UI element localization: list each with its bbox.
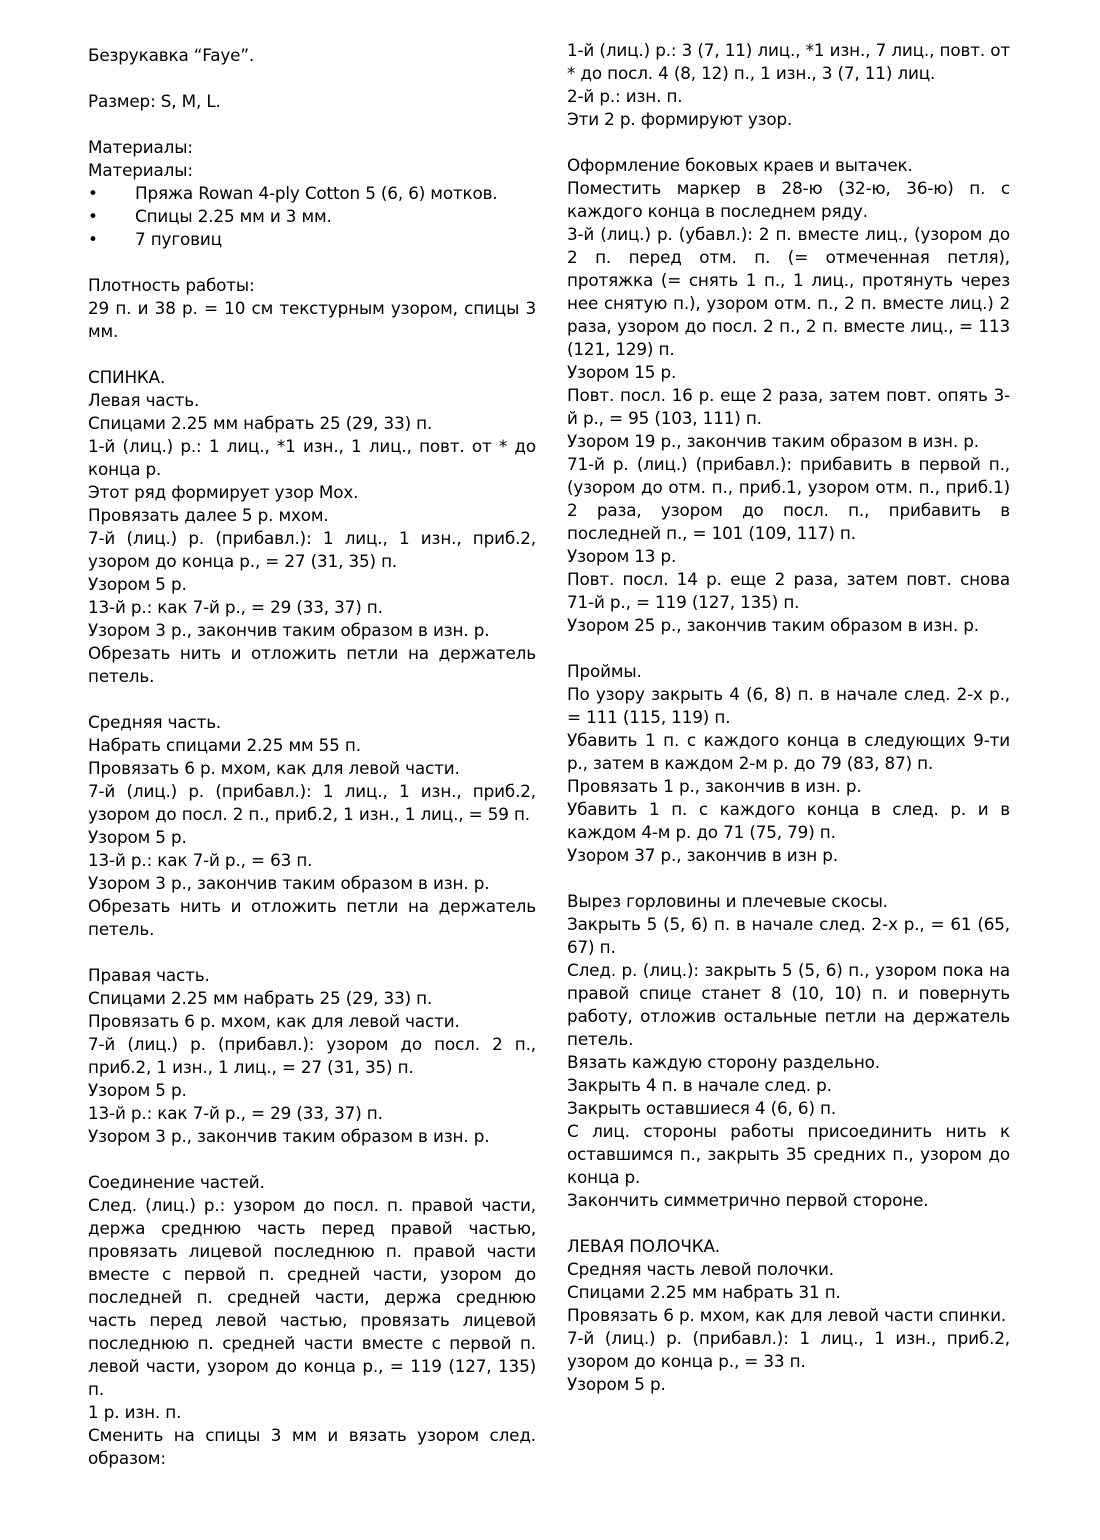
text-line: Закрыть 5 (5, 6) п. в начале след. 2-х р., = 61 (65, 67) п. bbox=[567, 914, 1010, 957]
text-line: Проймы. bbox=[567, 661, 642, 681]
text-line: Узором 3 р., закончив таким образом в изн. р. bbox=[88, 620, 490, 640]
paragraph-gap bbox=[567, 867, 1010, 890]
materials-list bbox=[88, 182, 536, 251]
text-line: Узором 13 р. bbox=[567, 546, 677, 566]
text-line: 7-й (лиц.) р. (прибавл.): 1 лиц., 1 изн., приб.2, узором до конца р., = 33 п. bbox=[567, 1328, 1010, 1371]
text-line: Вязать каждую сторону раздельно. bbox=[567, 1052, 880, 1072]
paragraph-gap bbox=[88, 67, 536, 90]
text-line: Эти 2 р. формируют узор. bbox=[567, 109, 793, 129]
text-line: Обрезать нить и отложить петли на держатель петель. bbox=[88, 643, 536, 686]
list-item: • Пряжа Rowan 4-ply Cotton 5 (6, 6) мотков. bbox=[88, 182, 536, 205]
text-line: След. (лиц.) р.: узором до посл. п. правой части, держа среднюю часть перед правой частью, провязать лицевой последнюю п. правой части вместе с первой п. средней части, узором до последней п. средней части, держа среднюю часть перед левой частью, провязать лицевой последнюю п. средней части вместе с первой п. левой части, узором до конца р., = 119 (127, 135) п. bbox=[88, 1195, 536, 1399]
text-line: Повт. посл. 14 р. еще 2 раза, затем повт. снова 71-й р., = 119 (127, 135) п. bbox=[567, 569, 1010, 612]
text-line: Провязать 6 р. мхом, как для левой части. bbox=[88, 1011, 460, 1031]
text-line: Провязать далее 5 р. мхом. bbox=[88, 505, 329, 525]
text-line: С лиц. стороны работы присоединить нить к оставшимся п., закрыть 35 средних п., узором до конца р. bbox=[567, 1121, 1010, 1187]
text-line: 1-й (лиц.) р.: 1 лиц., *1 изн., 1 лиц., повт. от * до конца р. bbox=[88, 436, 536, 479]
text-line: Повт. посл. 16 р. еще 2 раза, затем повт. опять 3-й р., = 95 (103, 111) п. bbox=[567, 385, 1010, 428]
text-line: Узором 15 р. bbox=[567, 362, 677, 382]
list-item: • 7 пуговиц bbox=[88, 228, 536, 251]
text-line: Провязать 1 р., закончив в изн. р. bbox=[567, 776, 862, 796]
text-line: Закрыть оставшиеся 4 (6, 6) п. bbox=[567, 1098, 837, 1118]
text-line: Убавить 1 п. с каждого конца в следующих 9-ти р., затем в каждом 2-м р. до 79 (83, 87) п. bbox=[567, 730, 1010, 773]
text-line: СПИНКА. bbox=[88, 367, 166, 387]
text-line: 1 р. изн. п. bbox=[88, 1402, 182, 1422]
text-line: След. р. (лиц.): закрыть 5 (5, 6) п., узором пока на правой спице станет 8 (10, 10) п. и повернуть работу, отложив остальные петли на держатель петель. bbox=[567, 960, 1010, 1049]
text-line: 13-й р.: как 7-й р., = 29 (33, 37) п. bbox=[88, 597, 383, 617]
text-line: Плотность работы: bbox=[88, 275, 255, 295]
text-line: 3-й (лиц.) р. (убавл.): 2 п. вместе лиц., (узором до 2 п. перед отм. п. (= отмеченная петля), протяжка (= снять 1 п., 1 лиц., протянуть через нее снятую п.), узором отм. п., 2 п. вместе лиц.) 2 раза, узором до посл. 2 п., 2 п. вместе лиц., = 113 (121, 129) п. bbox=[567, 224, 1010, 359]
text-line: 13-й р.: как 7-й р., = 63 п. bbox=[88, 850, 313, 870]
text-line: Этот ряд формирует узор Мох. bbox=[88, 482, 359, 502]
text-line: Провязать 6 р. мхом, как для левой части спинки. bbox=[567, 1305, 1007, 1325]
text-line: 2-й р.: изн. п. bbox=[567, 86, 683, 106]
text-line: Узором 37 р., закончив в изн р. bbox=[567, 845, 838, 865]
text-line: 7-й (лиц.) р. (прибавл.): 1 лиц., 1 изн., приб.2, узором до посл. 2 п., приб.2, 1 изн., 1 лиц., = 59 п. bbox=[88, 781, 536, 824]
text-line: Материалы: bbox=[88, 137, 193, 157]
text-line: Обрезать нить и отложить петли на держатель петель. bbox=[88, 896, 536, 939]
text-line: 7-й (лиц.) р. (прибавл.): узором до посл. 2 п., приб.2, 1 изн., 1 лиц., = 27 (31, 35) п. bbox=[88, 1034, 536, 1077]
paragraph-gap bbox=[88, 343, 536, 366]
text-line: Материалы: bbox=[88, 160, 193, 180]
text-line: Узором 5 р. bbox=[88, 574, 187, 594]
text-line: 13-й р.: как 7-й р., = 29 (33, 37) п. bbox=[88, 1103, 383, 1123]
paragraph-gap bbox=[88, 251, 536, 274]
text-line: Средняя часть левой полочки. bbox=[567, 1259, 834, 1279]
text-line: Левая часть. bbox=[88, 390, 200, 410]
text-line: ЛЕВАЯ ПОЛОЧКА. bbox=[567, 1236, 720, 1256]
list-item: • Спицы 2.25 мм и 3 мм. bbox=[88, 205, 536, 228]
text-line: Безрукавка “Faye”. bbox=[88, 45, 255, 65]
text-line: Оформление боковых краев и вытачек. bbox=[567, 155, 913, 175]
text-line: Средняя часть. bbox=[88, 712, 222, 732]
text-line: Правая часть. bbox=[88, 965, 210, 985]
text-line: Соединение частей. bbox=[88, 1172, 265, 1192]
text-line: По узору закрыть 4 (6, 8) п. в начале след. 2-х р., = 111 (115, 119) п. bbox=[567, 684, 1010, 727]
paragraph-gap bbox=[567, 1212, 1010, 1235]
text-line: Набрать спицами 2.25 мм 55 п. bbox=[88, 735, 361, 755]
paragraph-gap bbox=[567, 131, 1010, 154]
text-line: Закрыть 4 п. в начале след. р. bbox=[567, 1075, 832, 1095]
right-column bbox=[567, 39, 1010, 1396]
text-line: Размер: S, M, L. bbox=[88, 91, 221, 111]
paragraph-gap bbox=[88, 113, 536, 136]
text-line: Поместить маркер в 28-ю (32-ю, 36-ю) п. с каждого конца в последнем ряду. bbox=[567, 178, 1010, 221]
text-line: Вырез горловины и плечевые скосы. bbox=[567, 891, 888, 911]
text-line: Спицами 2.25 мм набрать 31 п. bbox=[567, 1282, 841, 1302]
text-line: Узором 25 р., закончив таким образом в изн. р. bbox=[567, 615, 979, 635]
text-line: Узором 3 р., закончив таким образом в изн. р. bbox=[88, 873, 490, 893]
text-line: Провязать 6 р. мхом, как для левой части. bbox=[88, 758, 460, 778]
text-line: Узором 19 р., закончив таким образом в изн. р. bbox=[567, 431, 979, 451]
text-line: Узором 5 р. bbox=[88, 1080, 187, 1100]
text-line: Спицами 2.25 мм набрать 25 (29, 33) п. bbox=[88, 988, 433, 1008]
paragraph-gap bbox=[567, 637, 1010, 660]
text-line: Спицами 2.25 мм набрать 25 (29, 33) п. bbox=[88, 413, 433, 433]
text-line: Узором 3 р., закончив таким образом в изн. р. bbox=[88, 1126, 490, 1146]
paragraph-gap bbox=[88, 941, 536, 964]
paragraph-gap bbox=[88, 1148, 536, 1171]
paragraph-gap bbox=[88, 688, 536, 711]
text-line: 29 п. и 38 р. = 10 см текстурным узором, спицы 3 мм. bbox=[88, 298, 536, 341]
text-line: 7-й (лиц.) р. (прибавл.): 1 лиц., 1 изн., приб.2, узором до конца р., = 27 (31, 35) п. bbox=[88, 528, 536, 571]
text-line: Убавить 1 п. с каждого конца в след. р. и в каждом 4-м р. до 71 (75, 79) п. bbox=[567, 799, 1010, 842]
text-line: Закончить симметрично первой стороне. bbox=[567, 1190, 929, 1210]
left-column bbox=[88, 44, 536, 1470]
text-line: Узором 5 р. bbox=[88, 827, 187, 847]
text-line: Сменить на спицы 3 мм и вязать узором след. образом: bbox=[88, 1425, 536, 1468]
text-line: 1-й (лиц.) р.: 3 (7, 11) лиц., *1 изн., 7 лиц., повт. от * до посл. 4 (8, 12) п., 1 изн., 3 (7, 11) лиц. bbox=[567, 40, 1010, 83]
text-line: Узором 5 р. bbox=[567, 1374, 666, 1394]
text-line: 71-й р. (лиц.) (прибавл.): прибавить в первой п., (узором до отм. п., приб.1, узором отм. п., приб.1) 2 раза, узором до посл. п., прибавить в последней п., = 101 (109, 117) п. bbox=[567, 454, 1010, 543]
